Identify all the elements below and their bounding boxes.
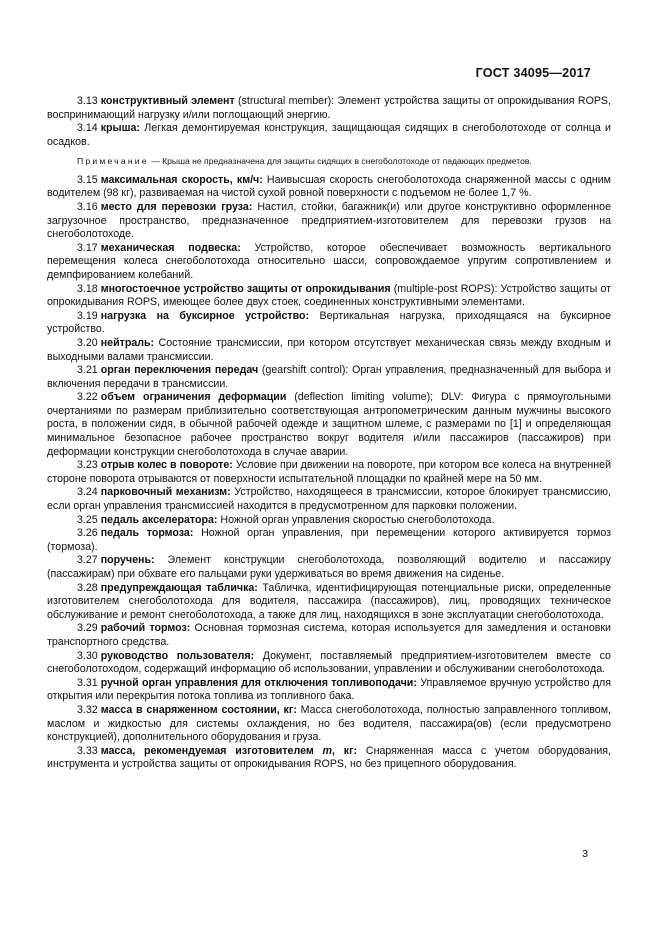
clause-number: 3.17 (77, 241, 98, 254)
clause-number: 3.14 (77, 122, 98, 135)
clause-definition: Устройство, находящееся в трансмиссии, которое блокирует трансмиссию, если орган управления трансмиссией находится в предусмотренном для парковки положении. (47, 486, 611, 513)
clause-definition: Документ, поставляемый предприятием-изготовителем вместе со снегоболотоходом, содержащий информацию об использовании, управлении и обслуживании снегоболотохода. (47, 649, 611, 676)
clause-term: предупреждающая табличка: (100, 581, 258, 594)
clause-term: отрыв колес в повороте: (100, 459, 233, 472)
page-number: 3 (582, 848, 588, 860)
mass-symbol: m (322, 744, 332, 757)
clause-3-24 (47, 486, 611, 513)
clause-definition: Основная тормозная система, которая используется для замедления и остановки транспортного средства. (47, 622, 611, 648)
clause-3-28 (47, 582, 611, 623)
clause-3-15 (47, 174, 611, 201)
clause-definition: Наивысшая скорость снегоболотохода снаряженной массы с одним водителем (98 кг), развиваемая на чистой сухой ровной поверхности с подъемом не более 1,7 %. (47, 173, 611, 200)
clause-number: 3.32 (77, 703, 98, 716)
clause-3-25 (47, 514, 611, 528)
clause-term: максимальная скорость, км/ч: (100, 173, 263, 186)
note-label: Примечание (77, 156, 149, 167)
clause-3-20 (47, 337, 611, 364)
clause-number: 3.18 (77, 282, 98, 295)
clause-number: 3.29 (77, 622, 98, 635)
clause-definition: (deflection limiting volume); DLV: Фигура с прямоугольными очертаниями по размерам приблизительно соответствующая антропометрическим данным мужчины высокого роста, в положении сидя, в обычной рабочей одежде и защитном шлеме, с размерами по [1] и определяющая минимальное безопасное рабочее пространство вокруг водителя и/или пассажиров (пассажиров) при деформации конструкции снегоболотохода в случае аварии. (47, 391, 611, 458)
clause-3-21 (47, 364, 611, 391)
clause-number: 3.23 (77, 459, 98, 472)
clause-term: парковочный механизм: (100, 486, 231, 499)
clause-3-31 (47, 677, 611, 704)
clause-term: руководство пользователя: (100, 649, 255, 662)
clause-number: 3.31 (77, 676, 98, 689)
note-paragraph (47, 155, 611, 167)
clause-3-22 (47, 391, 611, 459)
clause-term: объем ограничения деформации (100, 391, 287, 404)
clause-number: 3.25 (77, 513, 98, 526)
clause-definition: Управляемое вручную устройство для открытия или перекрытия потока топлива из топливного бака. (47, 676, 611, 703)
clause-term: поручень: (100, 554, 155, 567)
clause-3-16 (47, 201, 611, 242)
clause-number: 3.19 (77, 309, 98, 322)
clause-term: ручной орган управления для отключения топливоподачи: (100, 676, 417, 689)
clause-definition: Вертикальная нагрузка, приходящаяся на буксирное устройство. (47, 309, 611, 336)
clause-3-33 (47, 745, 611, 772)
clause-number: 3.26 (77, 527, 98, 540)
clause-3-26 (47, 527, 611, 554)
clause-3-30 (47, 650, 611, 677)
clause-3-19 (47, 310, 611, 337)
clause-definition: Элемент конструкции снегоболотохода, позволяющий водителю и пассажиру (пассажирам) при обхвате его пальцами руки удерживаться во время движения на сиденье. (47, 554, 611, 580)
clause-number: 3.21 (77, 364, 98, 377)
clause-number: 3.24 (77, 486, 98, 499)
clause-definition: (gearshift control): Орган управления, предназначенный для выбора и включения передачи в трансмиссии. (47, 364, 611, 390)
clause-3-23 (47, 459, 611, 486)
clause-term: масса, рекомендуемая изготовителем m, кг: (100, 744, 358, 757)
clause-term: нагрузка на буксирное устройство: (100, 309, 310, 322)
clause-term: педаль акселератора: (100, 513, 218, 526)
clause-term: рабочий тормоз: (100, 622, 191, 635)
clause-definition: Условие при движении на повороте, при котором все колеса на внутренней стороне поворота отрываются от поверхности испытательной площадки по крайней мере на 50 мм. (47, 459, 612, 485)
note-text: — Крыша не предназначена для защиты сидящих в снегоболотоходе от падающих предметов. (148, 156, 532, 167)
clause-number: 3.16 (77, 200, 98, 213)
clause-term: масса в снаряженном состоянии, кг: (100, 703, 297, 716)
clause-3-32 (47, 704, 611, 745)
clause-definition: Состояние трансмиссии, при котором отсутствует механическая связь между входным и выходными валами трансмиссии. (47, 336, 611, 363)
clause-term: конструктивный элемент (100, 95, 235, 107)
clause-list-a (47, 95, 611, 149)
clause-definition: Снаряженная масса с учетом оборудования, инструмента и устройства защиты от опрокидывания ROPS, но без прицепного оборудования. (47, 744, 611, 771)
clause-number: 3.33 (77, 744, 98, 757)
clause-3-13 (47, 95, 611, 122)
clause-term: механическая подвеска: (100, 241, 241, 254)
clause-definition: (multiple-post ROPS): Устройство защиты от опрокидывания ROPS, имеющее более двух стоек, соединенных конструктивными элементами. (47, 282, 612, 309)
clause-3-18 (47, 283, 611, 310)
clause-3-27 (47, 554, 611, 581)
clause-number: 3.27 (77, 554, 98, 567)
clause-definition: Табличка, идентифицирующая потенциальные риски, определенные изготовителем снегоболотохода для водителя, пассажира (пассажиров), лиц, проводящих техническое обслуживание и ремонт снегоболотохода, а также для лиц, находящихся в зоне эксплуатации снегоболотохода. (47, 581, 612, 621)
clause-definition: Масса снегоболотохода, полностью заправленного топливом, маслом и жидкостью для системы охлаждения, но без водителя, пассажира(ов) (если предусмотрено конструкцией), дополнительного оборудования и груза. (47, 703, 611, 744)
clause-term: орган переключения передач (100, 364, 259, 377)
document-body (47, 95, 611, 772)
clause-definition: Устройство, которое обеспечивает возможность вертикального перемещения колеса снегоболотохода относительно шасси, сопровождаемое упругим сопротивлением и демпфированием колебаний. (47, 241, 611, 281)
clause-number: 3.15 (77, 173, 98, 186)
clause-number: 3.20 (77, 336, 98, 349)
clause-number: 3.28 (77, 581, 98, 594)
clause-3-14 (47, 122, 611, 149)
clause-term: нейтраль: (100, 336, 155, 349)
clause-number: 3.30 (77, 649, 98, 662)
clause-term: крыша: (100, 122, 140, 135)
clause-definition: (structural member): Элемент устройства защиты от опрокидывания ROPS, воспринимающий нагрузку и/или поглощающий энергию. (47, 95, 611, 121)
clause-list-b (47, 174, 611, 772)
clause-term: место для перевозки груза: (100, 200, 253, 213)
clause-term: педаль тормоза: (100, 527, 194, 540)
clause-definition: Ножной орган управления, при перемещении которого активируется тормоз (тормоза). (47, 527, 611, 553)
clause-number: 3.22 (77, 391, 98, 404)
clause-3-17 (47, 242, 611, 283)
clause-definition: Легкая демонтируемая конструкция, защищающая сидящих в снегоболотоходе от солнца и осадков. (47, 122, 611, 148)
clause-number: 3.13 (77, 95, 98, 107)
clause-definition: Ножной орган управления скоростью снегоболотохода. (217, 513, 495, 526)
clause-term: многостоечное устройство защиты от опрокидывания (100, 282, 391, 295)
standard-designation: ГОСТ 34095—2017 (475, 66, 591, 80)
clause-definition: Настил, стойки, багажник(и) или другое конструктивно оформленное загрузочное пространство, предназначенное предприятием-изготовителем для перевозки грузов на снегоболотоходе. (47, 200, 611, 241)
clause-3-29 (47, 622, 611, 649)
